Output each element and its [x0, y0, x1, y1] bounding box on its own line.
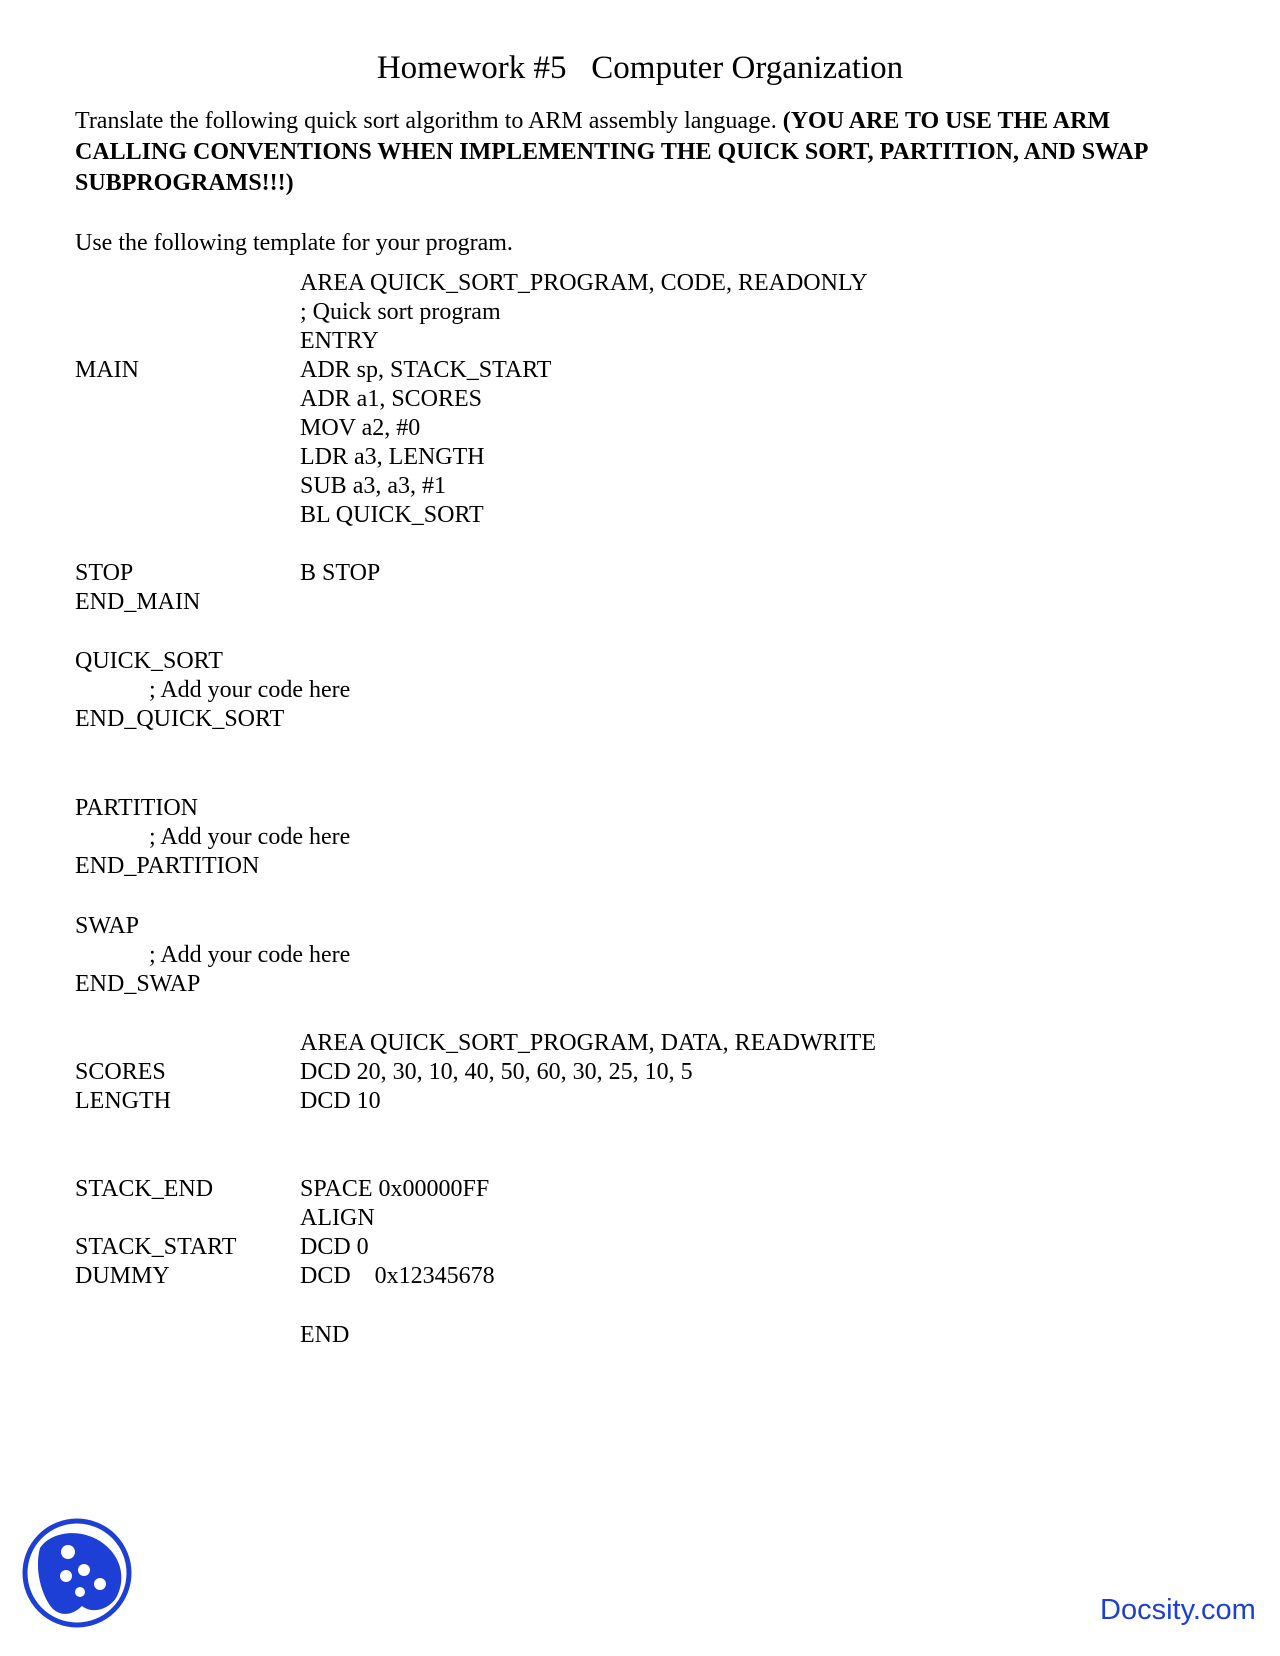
- label-scores: SCORES: [75, 1059, 166, 1085]
- code-space: SPACE 0x00000FF: [300, 1176, 490, 1202]
- code-align: ALIGN: [300, 1205, 375, 1231]
- label-end-partition: END_PARTITION: [75, 853, 260, 879]
- code-placeholder-swap: ; Add your code here: [149, 942, 351, 968]
- docsity-logo-icon: [22, 1518, 132, 1628]
- instructions-text: Translate the following quick sort algorithm to ARM assembly language.: [75, 108, 783, 134]
- code-sub-a3: SUB a3, a3, #1: [300, 473, 446, 499]
- code-bl-quick-sort: BL QUICK_SORT: [300, 502, 484, 528]
- code-end: END: [300, 1322, 350, 1348]
- label-stack-start: STACK_START: [75, 1234, 237, 1260]
- code-dcd-0: DCD 0: [300, 1234, 369, 1260]
- template-intro: Use the following template for your program.: [75, 230, 513, 256]
- code-ldr-a3: LDR a3, LENGTH: [300, 444, 485, 470]
- code-placeholder-partition: ; Add your code here: [149, 824, 351, 850]
- code-length-dcd: DCD 10: [300, 1088, 381, 1114]
- label-dummy: DUMMY: [75, 1263, 170, 1289]
- label-end-quick-sort: END_QUICK_SORT: [75, 706, 285, 732]
- label-length: LENGTH: [75, 1088, 171, 1114]
- label-end-main: END_MAIN: [75, 589, 201, 615]
- label-stack-end: STACK_END: [75, 1176, 214, 1202]
- code-area-data: AREA QUICK_SORT_PROGRAM, DATA, READWRITE: [300, 1030, 876, 1056]
- code-scores-dcd: DCD 20, 30, 10, 40, 50, 60, 30, 25, 10, 5: [300, 1059, 693, 1085]
- assignment-instructions: [75, 106, 1200, 199]
- code-comment: ; Quick sort program: [300, 299, 501, 325]
- label-main: MAIN: [75, 357, 139, 383]
- code-entry: ENTRY: [300, 328, 379, 354]
- code-dummy-dcd: DCD 0x12345678: [300, 1263, 495, 1289]
- code-area-code: AREA QUICK_SORT_PROGRAM, CODE, READONLY: [300, 270, 868, 296]
- code-adr-sp: ADR sp, STACK_START: [300, 357, 552, 383]
- code-b-stop: B STOP: [300, 560, 381, 586]
- label-stop: STOP: [75, 560, 134, 586]
- label-swap: SWAP: [75, 913, 140, 939]
- label-quick-sort: QUICK_SORT: [75, 648, 223, 674]
- label-partition: PARTITION: [75, 795, 199, 821]
- docsity-brand-link[interactable]: Docsity.com: [1100, 1594, 1256, 1626]
- label-end-swap: END_SWAP: [75, 971, 201, 997]
- code-placeholder-quick-sort: ; Add your code here: [149, 677, 351, 703]
- code-mov-a2: MOV a2, #0: [300, 415, 421, 441]
- code-adr-a1: ADR a1, SCORES: [300, 386, 483, 412]
- document-title: Homework #5 Computer Organization: [376, 50, 904, 86]
- instructions-emphasis: (YOU ARE TO USE THE ARM CALLING CONVENTIONS WHEN IMPLEMENTING THE QUICK SORT, PARTITION, AND SWAP SUBPROGRAMS!!!): [75, 108, 1148, 196]
